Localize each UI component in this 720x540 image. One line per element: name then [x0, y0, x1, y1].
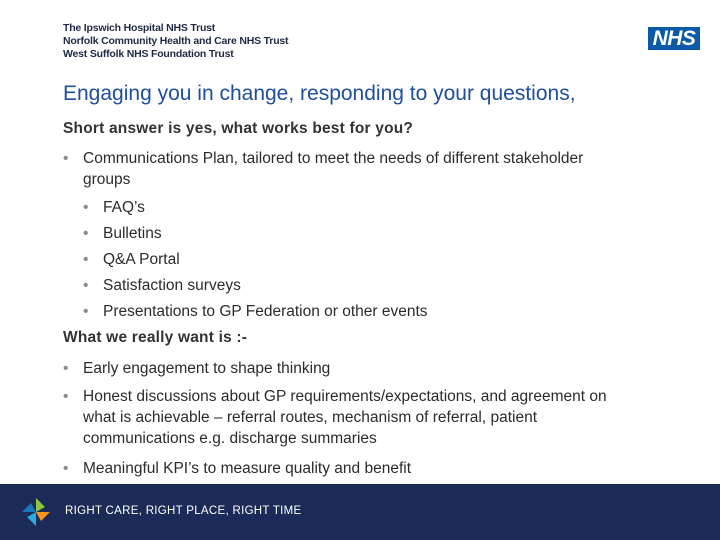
- bullet-icon: •: [83, 303, 89, 320]
- bullet-icon: •: [63, 460, 69, 477]
- bullet-icon: •: [63, 360, 69, 377]
- trust-name: The Ipswich Hospital NHS Trust: [63, 22, 216, 34]
- nhs-logo: NHS: [648, 27, 700, 50]
- list-item-text: Q&A Portal: [103, 251, 180, 268]
- list-item: [63, 458, 623, 479]
- footer-tagline: RIGHT CARE, RIGHT PLACE, RIGHT TIME: [65, 505, 302, 517]
- list-item-text: Presentations to GP Federation or other events: [103, 303, 428, 320]
- bullet-icon: •: [83, 225, 89, 242]
- sub-list-item: [83, 301, 623, 322]
- list-item-text: Early engagement to shape thinking: [83, 360, 331, 377]
- list-item-text: Satisfaction surveys: [103, 277, 241, 294]
- trust-names: [63, 22, 288, 61]
- bullet-icon: •: [83, 277, 89, 294]
- sub-list-item: [83, 223, 623, 244]
- sub-list-item: [83, 275, 623, 296]
- list-item-text: Meaningful KPI’s to measure quality and benefit: [83, 460, 411, 477]
- bullet-icon: •: [63, 388, 69, 405]
- trust-name: Norfolk Community Health and Care NHS Trust: [63, 35, 289, 47]
- list-item-text: Communications Plan, tailored to meet the needs of different stakeholder groups: [83, 150, 584, 188]
- pinwheel-logo-icon: [18, 494, 54, 530]
- list-item-text: Bulletins: [103, 225, 162, 242]
- bullet-icon: •: [83, 199, 89, 216]
- footer-bar: [0, 484, 720, 540]
- slide-title: Engaging you in change, responding to your questions,: [63, 82, 576, 105]
- list-item-text: FAQ’s: [103, 199, 145, 216]
- list-item: [63, 358, 623, 379]
- list-item-text: Honest discussions about GP requirements/expectations, and agreement on what is achievable – referral routes, mechanism of referral, patient communications e.g. discharge summaries: [83, 388, 607, 447]
- bullet-icon: •: [83, 251, 89, 268]
- list-item: [63, 386, 623, 449]
- bullet-icon: •: [63, 150, 69, 167]
- sub-list-item: [83, 249, 623, 270]
- sub-list-item: [83, 197, 623, 218]
- list-item: [63, 148, 623, 190]
- section-heading: Short answer is yes, what works best for you?: [63, 120, 414, 137]
- section-heading: What we really want is :-: [63, 329, 248, 346]
- trust-name: West Suffolk NHS Foundation Trust: [63, 48, 234, 60]
